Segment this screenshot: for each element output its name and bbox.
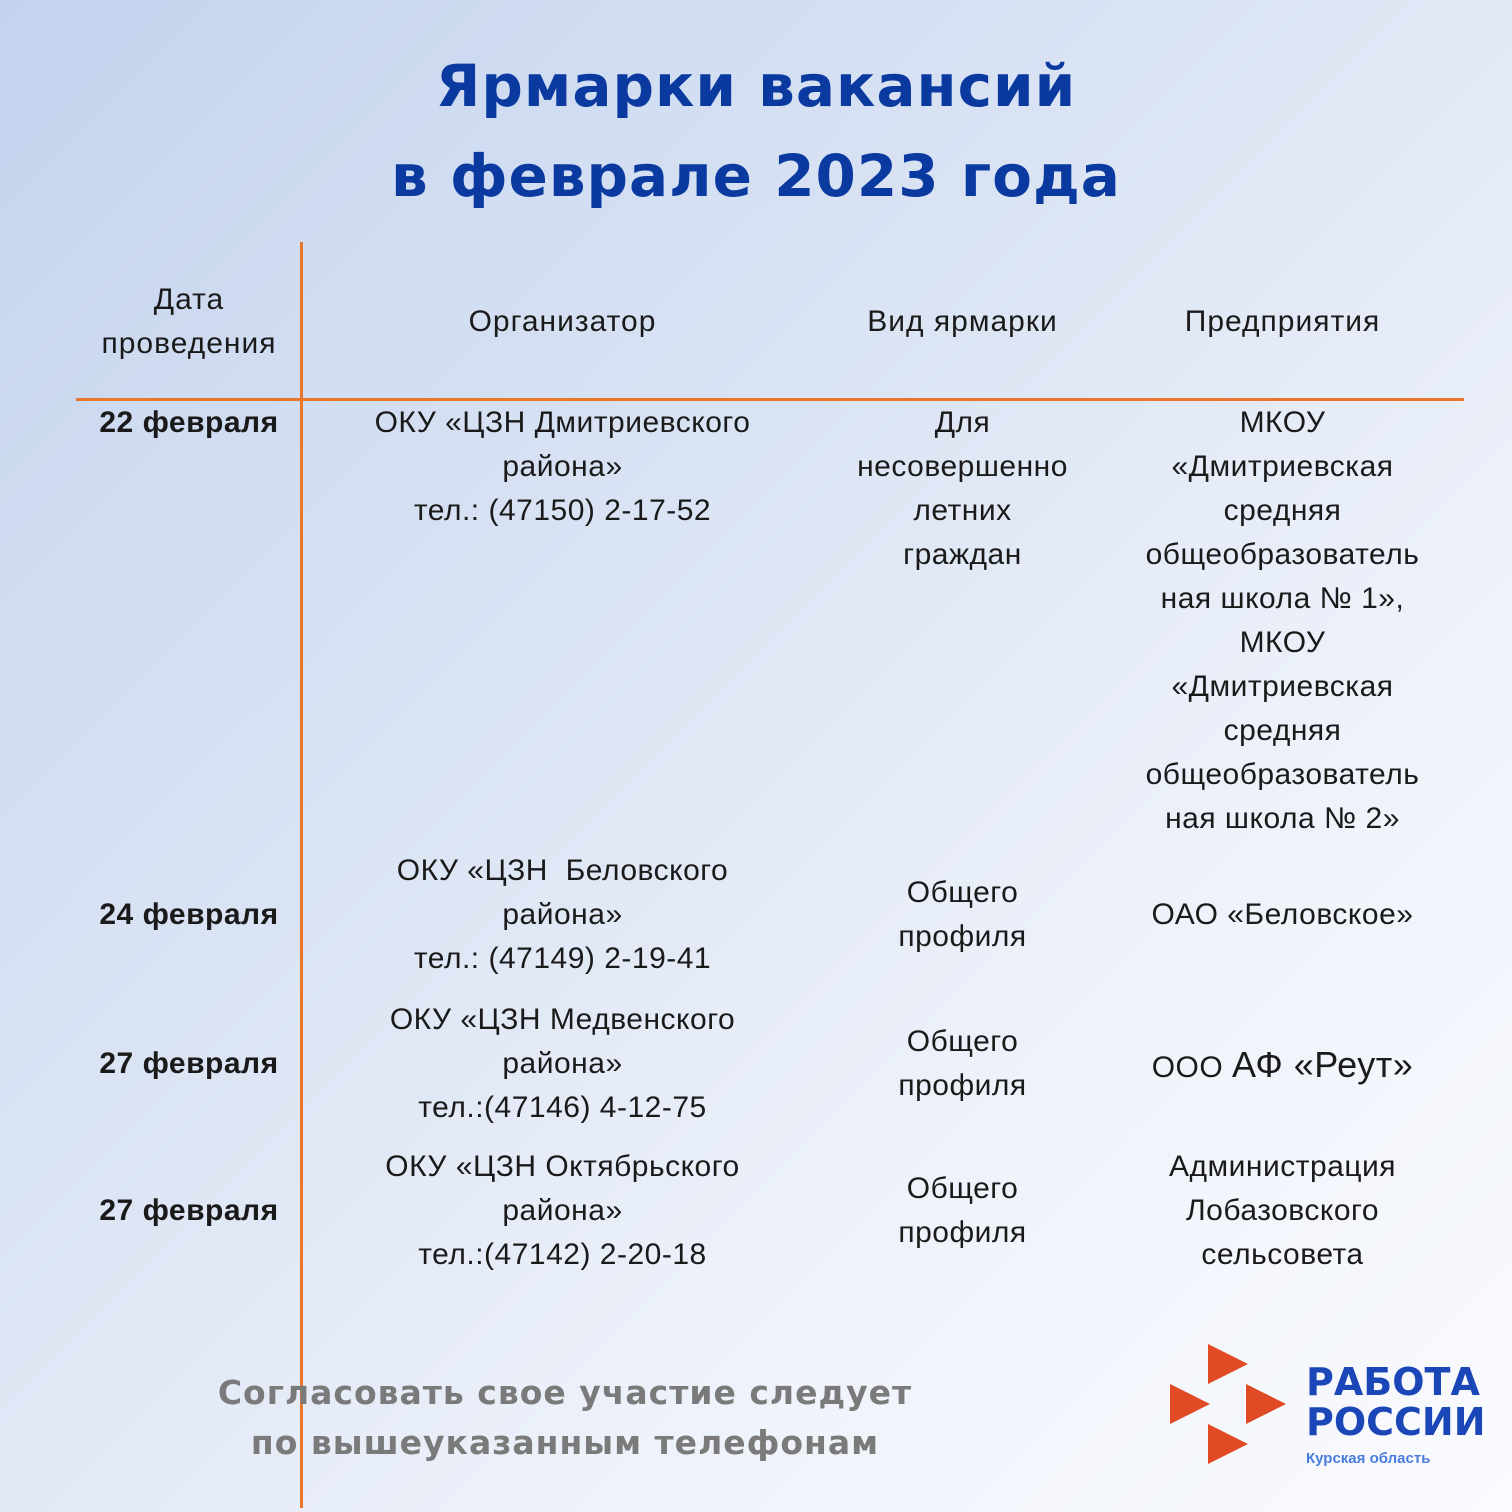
header-date-line: Дата: [153, 283, 225, 316]
page-title-line-2: в феврале 2023 года: [391, 142, 1121, 210]
organizer-phone: тел.:(47146) 4-12-75: [418, 1091, 707, 1124]
fair-type-text: граждан: [903, 538, 1022, 571]
company-prefix: ООО: [1151, 1050, 1233, 1084]
logo-arrow-left: [1170, 1384, 1210, 1424]
organizer-name: ОКУ «ЦЗН Октябрьского: [385, 1150, 740, 1183]
row-2-companies: [1110, 893, 1455, 937]
organizer-name: района»: [502, 450, 623, 483]
fair-type-text: летних: [913, 494, 1012, 527]
footer-line: по вышеуказанным телефонам: [250, 1423, 880, 1462]
company-text: ная школа № 1»,: [1160, 582, 1405, 615]
logo-region: Курская область: [1306, 1450, 1431, 1467]
page-title-line-1: Ярмарки вакансий: [435, 52, 1077, 120]
header-companies: [1110, 300, 1455, 344]
fair-type-text: несовершенно: [857, 450, 1068, 483]
date-text: 27 февраля: [99, 1047, 279, 1080]
company-text: [1110, 1043, 1455, 1090]
header-fair-type: [820, 300, 1105, 344]
company-text: Лобазовского: [1185, 1194, 1380, 1227]
company-text: МКОУ: [1239, 406, 1326, 439]
company-text: общеобразователь: [1145, 538, 1420, 571]
company-text: сельсовета: [1201, 1238, 1364, 1271]
header-date: [76, 276, 302, 368]
footer-note: [150, 1368, 980, 1468]
header-fair-type-label: Вид ярмарки: [867, 305, 1058, 338]
organizer-name: ОКУ «ЦЗН Беловского: [396, 854, 729, 887]
row-1-organizer: [320, 401, 805, 533]
row-1-date: [76, 401, 302, 445]
logo-arrow-top: [1208, 1344, 1248, 1384]
logo-arrow-right: [1246, 1384, 1286, 1424]
row-1-fair-type: [820, 401, 1105, 577]
logo-line-2: РОССИИ: [1306, 1400, 1486, 1444]
date-text: 24 февраля: [99, 898, 279, 931]
fair-type-text: профиля: [898, 1216, 1027, 1249]
rabota-rossii-logo-icon: [1160, 1340, 1295, 1475]
company-text: средняя: [1223, 494, 1342, 527]
fair-type-text: Общего: [906, 876, 1019, 909]
row-4-companies: [1110, 1145, 1455, 1277]
row-3-date: [76, 1042, 302, 1086]
row-4-fair-type: [820, 1167, 1105, 1255]
company-text: Администрация: [1168, 1150, 1397, 1183]
organizer-name: района»: [502, 898, 623, 931]
fair-type-text: Общего: [906, 1172, 1019, 1205]
company-text: «Дмитриевская: [1171, 670, 1394, 703]
row-3-organizer: [320, 998, 805, 1130]
date-text: 27 февраля: [99, 1194, 279, 1227]
date-text: 22 февраля: [99, 406, 279, 439]
row-4-organizer: [320, 1145, 805, 1277]
row-3-fair-type: [820, 1020, 1105, 1108]
header-companies-label: Предприятия: [1184, 305, 1381, 338]
company-text: ная школа № 2»: [1165, 802, 1400, 835]
footer-line: Согласовать свое участие следует: [217, 1373, 913, 1412]
header-date-line: проведения: [101, 327, 277, 360]
row-3-companies: [1110, 1042, 1455, 1090]
row-2-fair-type: [820, 871, 1105, 959]
logo-arrow-bottom: [1208, 1424, 1248, 1464]
fair-type-text: Для: [934, 406, 991, 439]
fair-type-text: профиля: [898, 1069, 1027, 1102]
organizer-name: района»: [502, 1047, 623, 1080]
fair-type-text: профиля: [898, 920, 1027, 953]
company-text: «Дмитриевская: [1171, 450, 1394, 483]
organizer-name: ОКУ «ЦЗН Дмитриевского: [374, 406, 751, 439]
row-4-date: [76, 1189, 302, 1233]
organizer-name: ОКУ «ЦЗН Медвенского: [389, 1003, 736, 1036]
logo-text: [1306, 1362, 1486, 1467]
fair-type-text: Общего: [906, 1025, 1019, 1058]
row-2-organizer: [320, 849, 805, 981]
logo-line-1: РАБОТА: [1306, 1360, 1480, 1404]
company-text: средняя: [1223, 714, 1342, 747]
header-organizer: [320, 300, 805, 344]
row-1-companies: [1110, 401, 1455, 841]
organizer-phone: тел.:(47142) 2-20-18: [418, 1238, 707, 1271]
organizer-phone: тел.: (47150) 2-17-52: [413, 494, 712, 527]
company-text: ОАО «Беловское»: [1151, 898, 1414, 931]
row-2-date: [76, 893, 302, 937]
organizer-name: района»: [502, 1194, 623, 1227]
organizer-phone: тел.: (47149) 2-19-41: [413, 942, 712, 975]
company-main: АФ «Реут»: [1232, 1043, 1414, 1085]
company-text: общеобразователь: [1145, 758, 1420, 791]
company-text: МКОУ: [1239, 626, 1326, 659]
header-organizer-label: Организатор: [468, 305, 657, 338]
